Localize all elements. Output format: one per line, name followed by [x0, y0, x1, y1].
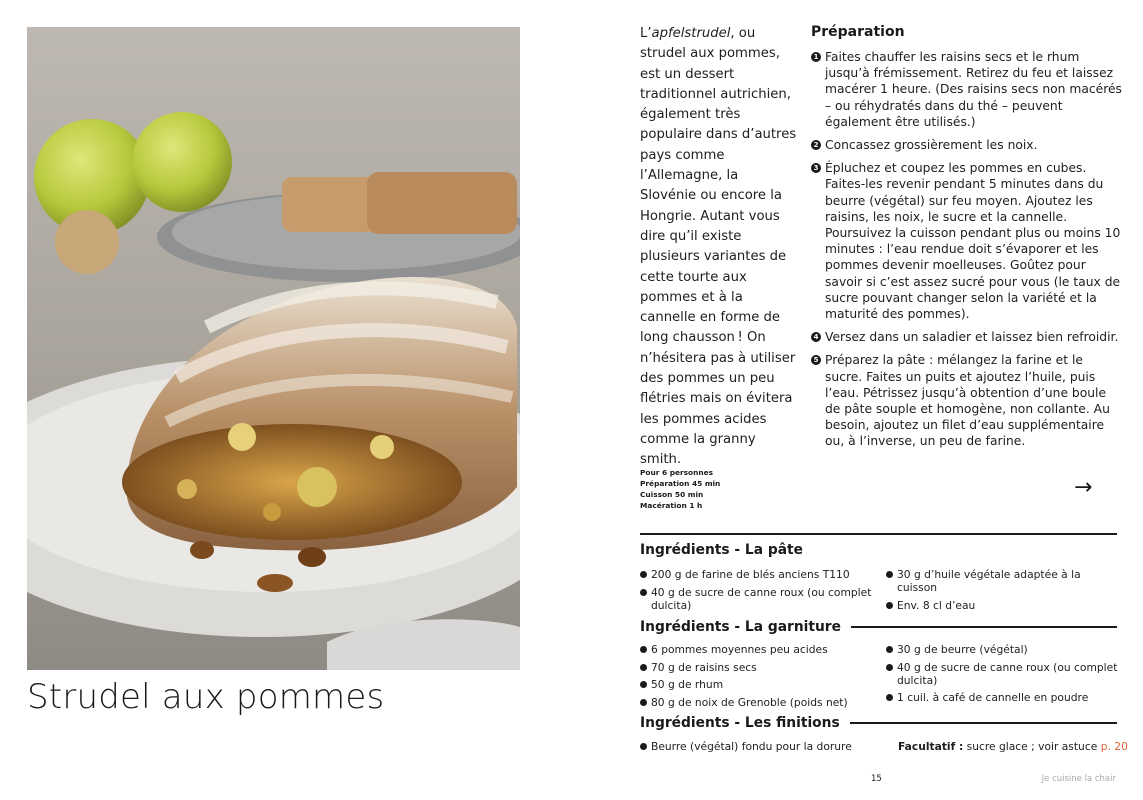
step-text: Concassez grossièrement les noix.: [825, 138, 1038, 153]
optional-note: Facultatif : sucre glace ; voir astuce p. 20: [898, 740, 1128, 753]
step-text: Faites chauffer les raisins secs et le rhum jusqu’à frémissement. Retirez du feu et laissez macérer 1 heure. (Des raisins secs non macérés – ou réhydratés dans du thé – peuvent également être utilisés.): [825, 50, 1122, 129]
list-item: 40 g de sucre de canne roux (ou complet dulcita): [640, 586, 872, 612]
bullet-icon: [886, 571, 893, 578]
preparation-section: [811, 24, 1123, 457]
list-item: 50 g de rhum: [640, 678, 872, 691]
servings-people: Pour 6 personnes: [640, 468, 714, 477]
list-item: 200 g de farine de blés anciens T110: [640, 568, 872, 581]
step-text: Préparez la pâte : mélangez la farine et le sucre. Faites un puits et ajoutez l’huile, puis l’eau. Pétrissez jusqu’à obtention d’une boule de pâte souple et homogène, non collante. Au besoin, ajoutez un filet d’eau supplémentaire ou, à l’inverse, un peu de farine.: [825, 353, 1110, 449]
list-item: 30 g de beurre (végétal): [886, 643, 1118, 656]
step-number-icon: 2: [811, 140, 821, 150]
step-text: Épluchez et coupez les pommes en cubes. Faites-les revenir pendant 5 minutes dans du beurre (végétal) sur feu moyen. Ajoutez les raisins, les noix, le sucre et la cannelle. Poursuivez la cuisson pendant plus ou moins 10 minutes : l’eau rendue doit s’évaporer et les pommes devenir moelleuses. Goûtez pour savoir si c’est assez sucré pour vous (le taux de sucre pouvant changer selon la variété et la maturité des pommes).: [825, 161, 1121, 322]
step-number-icon: 3: [811, 163, 821, 173]
step-5: [811, 352, 1123, 449]
servings-prep-time: Préparation 45 min: [640, 479, 721, 488]
bullet-icon: [640, 664, 647, 671]
list-item: 1 cuil. à café de cannelle en poudre: [886, 691, 1118, 704]
list-item: Beurre (végétal) fondu pour la dorure: [640, 740, 872, 753]
page-reference-link[interactable]: p. 20: [1100, 740, 1128, 753]
list-item: 40 g de sucre de canne roux (ou complet dulcita): [886, 661, 1118, 687]
step-4: [811, 329, 1123, 345]
bullet-icon: [640, 743, 647, 750]
bullet-icon: [640, 646, 647, 653]
bullet-icon: [886, 602, 893, 609]
intro-emphasis: apfelstrudel: [651, 26, 731, 41]
ingredients-finitions-left: [640, 740, 872, 758]
list-item: Env. 8 cl d’eau: [886, 599, 1118, 612]
strudel-photo: [27, 27, 520, 670]
bullet-icon: [640, 589, 647, 596]
step-number-icon: 1: [811, 52, 821, 62]
heading-rule: [851, 626, 1117, 628]
preparation-heading: Préparation: [811, 24, 905, 40]
step-number-icon: 5: [811, 355, 821, 365]
bullet-icon: [640, 699, 647, 706]
bullet-icon: [640, 571, 647, 578]
ingredients-finitions-heading: Ingrédients - Les finitions: [640, 715, 1117, 731]
heading-rule: [850, 722, 1117, 724]
bullet-icon: [640, 681, 647, 688]
next-page-arrow-icon: →: [1074, 475, 1093, 500]
step-number-icon: 4: [811, 332, 821, 342]
step-2: [811, 137, 1123, 153]
servings-rest-time: Macération 1 h: [640, 501, 703, 510]
ingredients-garniture-right: [886, 643, 1118, 709]
ingredients-pate-heading: Ingrédients - La pâte: [640, 542, 803, 558]
ingredients-garniture-heading: Ingrédients - La garniture: [640, 619, 1117, 635]
servings-info: [640, 467, 720, 511]
list-item: 30 g d’huile végétale adaptée à la cuisson: [886, 568, 1118, 594]
bullet-icon: [886, 664, 893, 671]
list-item: 70 g de raisins secs: [640, 661, 872, 674]
step-3: [811, 160, 1123, 322]
step-text: Versez dans un saladier et laissez bien refroidir.: [825, 330, 1119, 345]
running-footer: Je cuisine la chair: [1041, 774, 1116, 784]
list-item: 80 g de noix de Grenoble (poids net): [640, 696, 872, 709]
ingredients-pate-left: [640, 568, 872, 616]
step-1: [811, 49, 1123, 130]
recipe-title: Strudel aux pommes: [27, 677, 385, 717]
bullet-icon: [886, 694, 893, 701]
intro-text: L’apfelstrudel, ou strudel aux pommes, est un dessert traditionnel autrichien, également très populaire dans d’autres pays comme l’Allemagne, la Slovénie ou encore la Hongrie. Autant vous dire qu’il existe plusieurs variantes de cette tourte aux pommes et à la cannelle en forme de long chausson ! On n’hésitera pas à utiliser des pommes un peu flétries mais on évitera les pommes acides comme la granny smith.: [640, 26, 797, 468]
bullet-icon: [886, 646, 893, 653]
servings-cook-time: Cuisson 50 min: [640, 490, 704, 499]
divider: [640, 533, 1117, 535]
list-item: 6 pommes moyennes peu acides: [640, 643, 872, 656]
ingredients-pate-right: [886, 568, 1118, 616]
ingredients-garniture-left: [640, 643, 872, 713]
page-number: 15: [871, 774, 882, 784]
